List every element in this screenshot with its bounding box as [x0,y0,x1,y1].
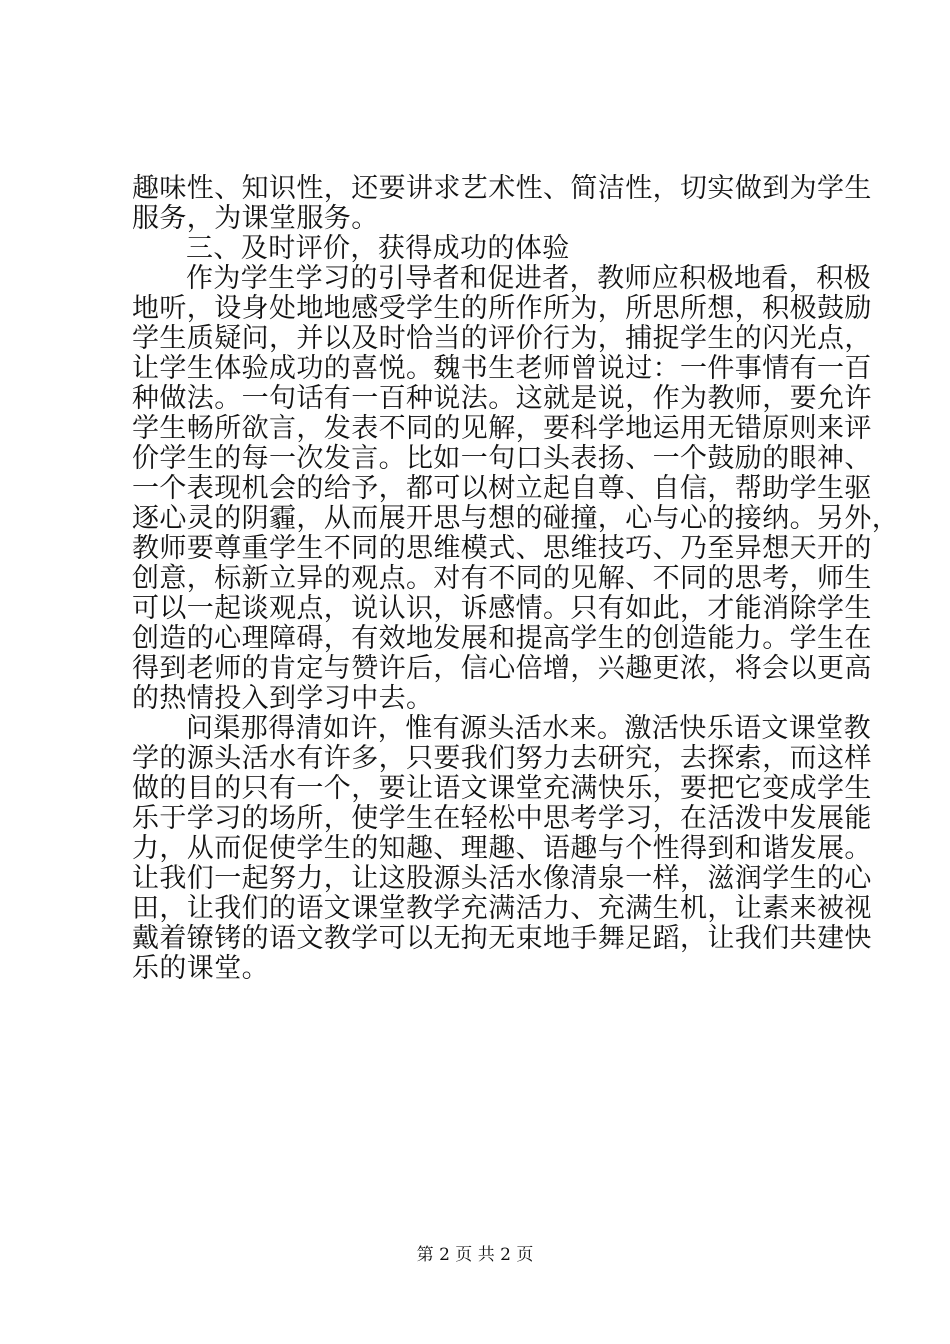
text-line: 戴着镣铐的语文教学可以无拘无束地手舞足蹈，让我们共建快 [132,923,872,954]
text-line: 一个表现机会的给予，都可以树立起自尊、自信，帮助学生驱 [132,473,872,504]
text-line: 乐的课堂。 [132,953,269,984]
text-line: 力，从而促使学生的知趣、理趣、语趣与个性得到和谐发展。 [132,833,872,864]
text-line: 教师要尊重学生不同的思维模式、思维技巧、乃至异想天开的 [132,533,872,564]
text-line: 学生畅所欲言，发表不同的见解，要科学地运用无错原则来评 [132,413,872,444]
text-line: 逐心灵的阴霾，从而展开思与想的碰撞，心与心的接纳。另外， [132,503,900,534]
text-line: 问渠那得清如许，惟有源头活水来。激活快乐语文课堂教 [186,713,871,744]
text-line: 田，让我们的语文课堂教学充满活力、充满生机，让素来被视 [132,893,872,924]
text-line: 让学生体验成功的喜悦。魏书生老师曾说过：一件事情有一百 [132,353,872,384]
text-line: 让我们一起努力，让这股源头活水像清泉一样，滋润学生的心 [132,863,872,894]
text-line: 的热情投入到学习中去。 [132,683,434,714]
text-line: 学生质疑问，并以及时恰当的评价行为，捕捉学生的闪光点， [132,323,872,354]
text-line: 服务，为课堂服务。 [132,203,379,234]
text-line: 地听，设身处地地感受学生的所作所为，所思所想，积极鼓励 [132,293,872,324]
text-line: 学的源头活水有许多，只要我们努力去研究，去探索，而这样 [132,743,872,774]
text-line: 可以一起谈观点，说认识，诉感情。只有如此，才能消除学生 [132,593,872,624]
text-line: 创造的心理障碍，有效地发展和提高学生的创造能力。学生在 [132,623,872,654]
text-line: 乐于学习的场所，使学生在轻松中思考学习，在活泼中发展能 [132,803,872,834]
text-line: 创意，标新立异的观点。对有不同的见解、不同的思考，师生 [132,563,872,594]
text-line: 作为学生学习的引导者和促进者，教师应积极地看，积极 [186,263,871,294]
body-text [132,173,900,984]
text-line: 得到老师的肯定与赞许后，信心倍增，兴趣更浓，将会以更高 [132,653,872,684]
page-footer: 第 2 页 共 2 页 [416,1245,534,1265]
text-line: 趣味性、知识性，还要讲求艺术性、简洁性，切实做到为学生 [132,173,872,204]
text-line: 价学生的每一次发言。比如一句口头表扬、一个鼓励的眼神、 [132,443,872,474]
text-line: 种做法。一句话有一百种说法。这就是说，作为教师，要允许 [132,383,872,414]
text-line: 做的目的只有一个，要让语文课堂充满快乐，要把它变成学生 [132,773,872,804]
text-line: 三、及时评价，获得成功的体验 [186,233,570,264]
